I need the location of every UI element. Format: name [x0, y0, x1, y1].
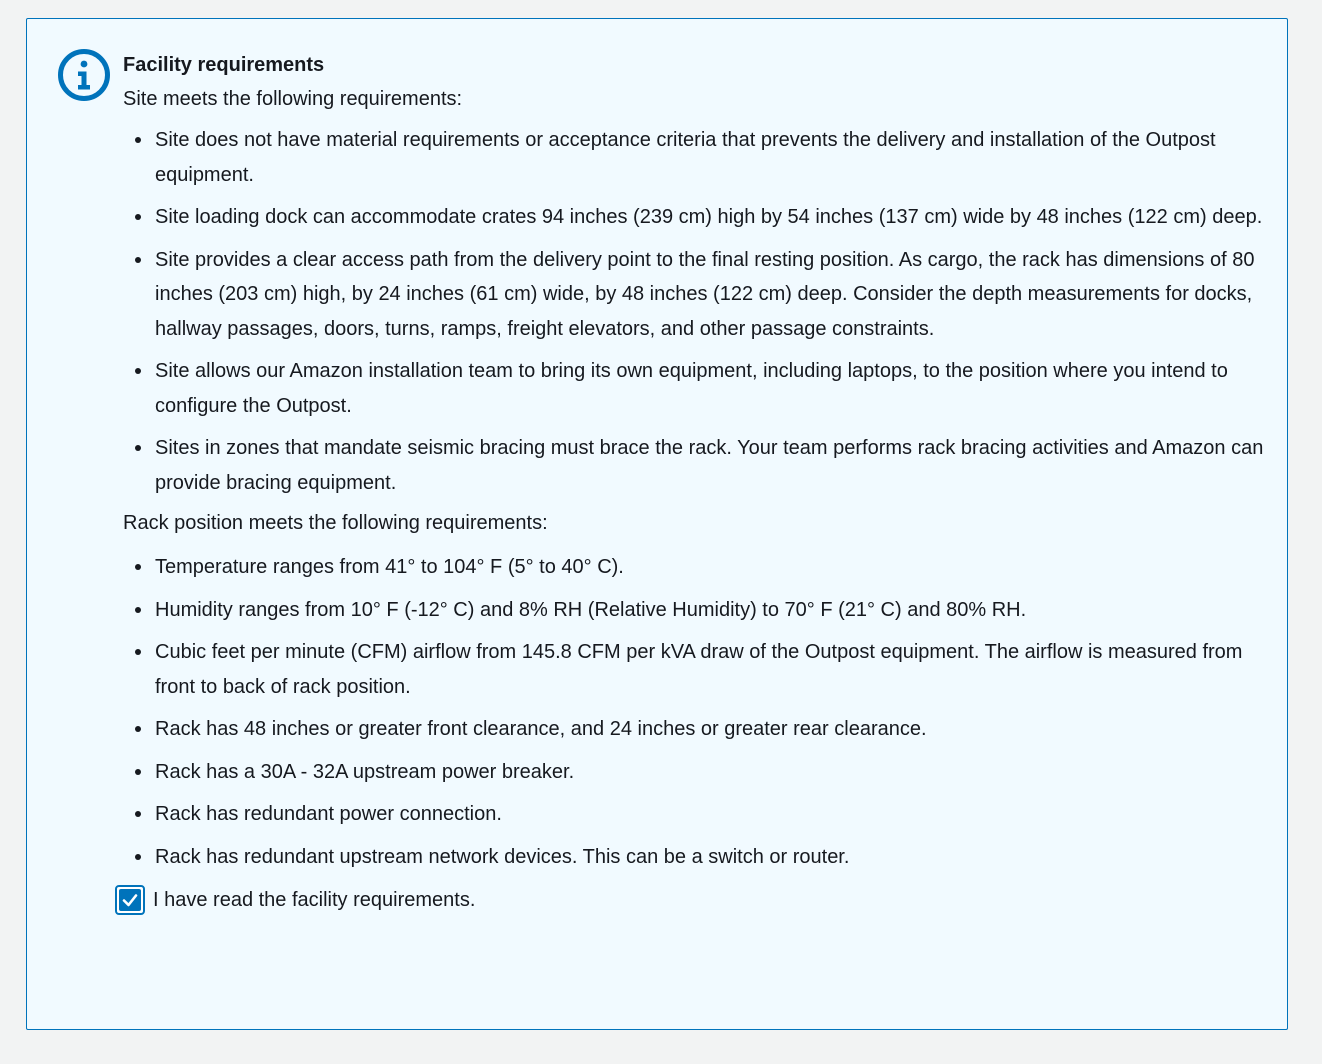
- checkmark-icon: [121, 891, 139, 909]
- site-requirements-list: [123, 123, 1273, 500]
- list-item: Site does not have material requirements or acceptance criteria that prevents the delivery and installation of the Outpost equipment.: [123, 123, 1273, 192]
- alert-title: Facility requirements: [123, 54, 325, 76]
- list-item: Rack has redundant upstream network devices. This can be a switch or router.: [123, 840, 1273, 875]
- list-item: Rack has 48 inches or greater front clearance, and 24 inches or greater rear clearance.: [123, 712, 1273, 747]
- rack-requirements-intro: Rack position meets the following requirements:: [123, 512, 548, 534]
- list-item: Humidity ranges from 10° F (-12° C) and 8% RH (Relative Humidity) to 70° F (21° C) and 80% RH.: [123, 593, 1273, 628]
- list-item: Rack has redundant power connection.: [123, 797, 1273, 832]
- list-item: Sites in zones that mandate seismic bracing must brace the rack. Your team performs rack bracing activities and Amazon can provide bracing equipment.: [123, 431, 1273, 500]
- list-item: Site allows our Amazon installation team to bring its own equipment, including laptops, to the position where you intend to configure the Outpost.: [123, 354, 1273, 423]
- checkbox-fill: [119, 889, 141, 911]
- info-icon: [57, 48, 111, 102]
- list-item: Site provides a clear access path from the delivery point to the final resting position. As cargo, the rack has dimensions of 80 inches (203 cm) high, by 24 inches (61 cm) wide, by 48 inches (122 cm) deep. Consider the depth measurements for docks, hallway passages, doors, turns, ramps, freight elevators, and other passage constraints.: [123, 243, 1273, 347]
- list-item: Rack has a 30A - 32A upstream power breaker.: [123, 755, 1273, 790]
- facility-requirements-alert: [26, 18, 1288, 1030]
- site-requirements-intro: Site meets the following requirements:: [123, 88, 463, 110]
- acknowledgement-row: [115, 885, 1273, 915]
- list-item: Site loading dock can accommodate crates 94 inches (239 cm) high by 54 inches (137 cm) wide by 48 inches (122 cm) deep.: [123, 200, 1273, 235]
- acknowledge-checkbox[interactable]: [115, 885, 145, 915]
- acknowledge-label[interactable]: I have read the facility requirements.: [153, 889, 476, 911]
- list-item: Temperature ranges from 41° to 104° F (5° to 40° C).: [123, 550, 1273, 585]
- list-item: Cubic feet per minute (CFM) airflow from 145.8 CFM per kVA draw of the Outpost equipment. The airflow is measured from front to back of rack position.: [123, 635, 1273, 704]
- alert-content: [123, 51, 1273, 915]
- rack-requirements-list: [123, 550, 1273, 874]
